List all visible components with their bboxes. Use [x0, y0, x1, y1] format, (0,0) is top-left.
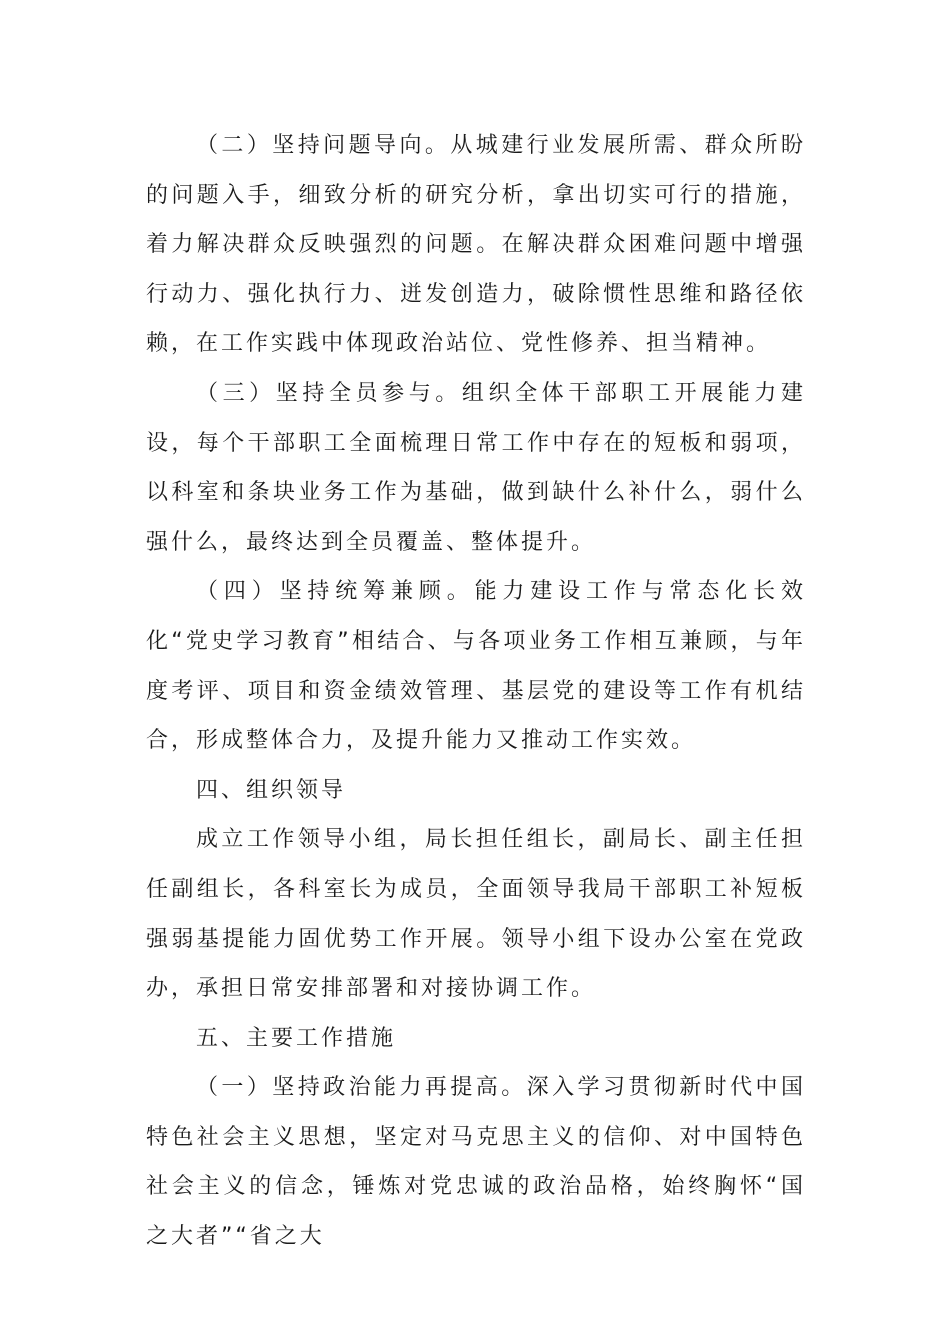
paragraph-principle-2: （二）坚持问题导向。从城建行业发展所需、群众所盼的问题入手，细致分析的研究分析，拿出切实可行的措施，着力解决群众反映强烈的问题。在解决群众困难问题中增强行动力、强化执行力、迸发创造力，破除惯性思维和路径依赖，在工作实践中体现政治站位、党性修养、担当精神。 [146, 133, 806, 357]
paragraph-principle-3: （三）坚持全员参与。组织全体干部职工开展能力建设，每个干部职工全面梳理日常工作中存在的短板和弱项，以科室和条块业务工作为基础，做到缺什么补什么，弱什么强什么，最终达到全员覆盖、整体提升。 [146, 380, 806, 555]
document-body [146, 121, 806, 1262]
paragraph-principle-4: （四）坚持统筹兼顾。能力建设工作与常态化长效化“党史学习教育”相结合、与各项业务工作相互兼顾，与年度考评、项目和资金绩效管理、基层党的建设等工作有机结合，形成整体合力，及提升能力又推动工作实效。 [146, 579, 806, 754]
paragraph-organization: 成立工作领导小组，局长担任组长，副局长、副主任担任副组长，各科室长为成员，全面领导我局干部职工补短板强弱基提能力固优势工作开展。领导小组下设办公室在党政办，承担日常安排部署和对接协调工作。 [146, 827, 806, 1002]
section-heading-organization: 四、组织领导 [196, 777, 347, 803]
paragraph-measure-1: （一）坚持政治能力再提高。深入学习贯彻新时代中国特色社会主义思想，坚定对马克思主义的信仰、对中国特色社会主义的信念，锤炼对党忠诚的政治品格，始终胸怀“国之大者”“省之大 [146, 1075, 806, 1250]
section-heading-measures: 五、主要工作措施 [196, 1025, 397, 1051]
